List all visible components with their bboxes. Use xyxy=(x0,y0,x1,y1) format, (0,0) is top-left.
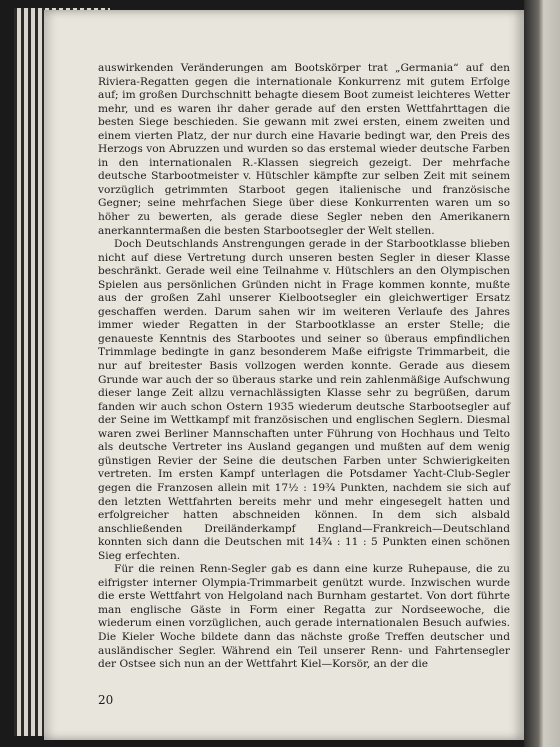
paragraph-1: auswirkenden Veränderungen am Bootskörper trat „Germania“ auf den Riviera-Regatten gegen die internationale Konkurrenz mit gutem Erfolge auf; im großen Durchschnitt behagte diesem Boot zumeist leichteres Wetter mehr, und es waren ihr daher gerade auf den ersten Wettfahrttagen die besten Siege beschieden. Sie gewann mit zwei ersten, einem zweiten und einem vierten Platz, der nur durch eine Havarie bedingt war, den Preis des Herzogs von Abruzzen und wurden so das erstemal wieder deutsche Farben in den internationalen R.-Klassen siegreich gezeigt. Der mehrfache deutsche Starbootmeister v. Hütschler kämpfte zur selben Zeit mit seinem vorzüglich getrimmten Starboot gegen italienische und französische Gegner; seine mehrfachen Siege über diese Konkurrenten waren um so höher zu bewerten, als gerade diese Segler neben den Amerikanern anerkanntermaßen die besten Starbootsegler der Welt stellen. xyxy=(98,62,510,237)
page-number: 20 xyxy=(98,693,114,707)
body-text xyxy=(98,62,510,672)
paragraph-3: Für die reinen Renn-Segler gab es dann eine kurze Ruhepause, die zu eifrigster interner Olympia-Trimmarbeit genützt wurde. Inzwischen wurde die erste Wettfahrt von Helgoland nach Burnham gestartet. Von dort führte man englische Gäste in Form einer Regatta zur Nordseewoche, die wiederum einen vorzüglichen, auch gerade internationalen Besuch aufwies. Die Kieler Woche bildete dann das nächste große Treffen deutscher und ausländischer Segler. Während ein Teil unserer Renn- und Fahrtensegler der Ostsee sich nun an der Wettfahrt Kiel—Korsör, an der die xyxy=(98,563,510,671)
paragraph-2: Doch Deutschlands Anstrengungen gerade in der Starbootklasse blieben nicht auf diese Vertretung durch unseren besten Segler in dieser Klasse beschränkt. Gerade weil eine Teilnahme v. Hütschlers an den Olympischen Spielen aus persönlichen Gründen nicht in Frage kommen konnte, mußte aus der großen Zahl unserer Kielbootsegler ein gleichwertiger Ersatz geschaffen werden. Darum sahen wir im weiteren Verlaufe des Jahres immer wieder Regatten in der Starbootklasse an erster Stelle; die genaueste Kenntnis des Starbootes und seiner so überaus empfindlichen Trimmlage bedingte in ganz besonderem Maße eifrigste Trimmarbeit, die nur auf breitester Basis vollzogen werden konnte. Gerade aus diesem Grunde war auch der so überaus starke und rein zahlenmäßige Aufschwung dieser lange Zeit allzu vernachlässigten Klasse sehr zu begrüßen, darum fanden wir auch schon Ostern 1935 wiederum deutsche Starbootsegler auf der Seine im Wettkampf mit französischen und englischen Seglern. Diesmal waren zwei Berliner Mannschaften unter Führung von Hochhaus und Telto als deutsche Vertreter ins Ausland gegangen und mußten auf dem wenig günstigen Revier der Seine die deutschen Farben unter Schwierigkeiten vertreten. Im ersten Kampf unterlagen die Potsdamer Yacht-Club-Segler gegen die Franzosen allein mit 17½ : 19¾ Punkten, nachdem sie sich auf den letzten Wettfahrten bereits mehr und mehr eingesegelt hatten und erfolgreicher hatten abschneiden können. In dem sich alsbald anschließenden Dreiländerkampf England—Frankreich—Deutschland konnten sich dann die Deutschen mit 14¾ : 11 : 5 Punkten einen schönen Sieg erfechten. xyxy=(98,238,510,562)
facing-page-edge xyxy=(524,0,560,747)
